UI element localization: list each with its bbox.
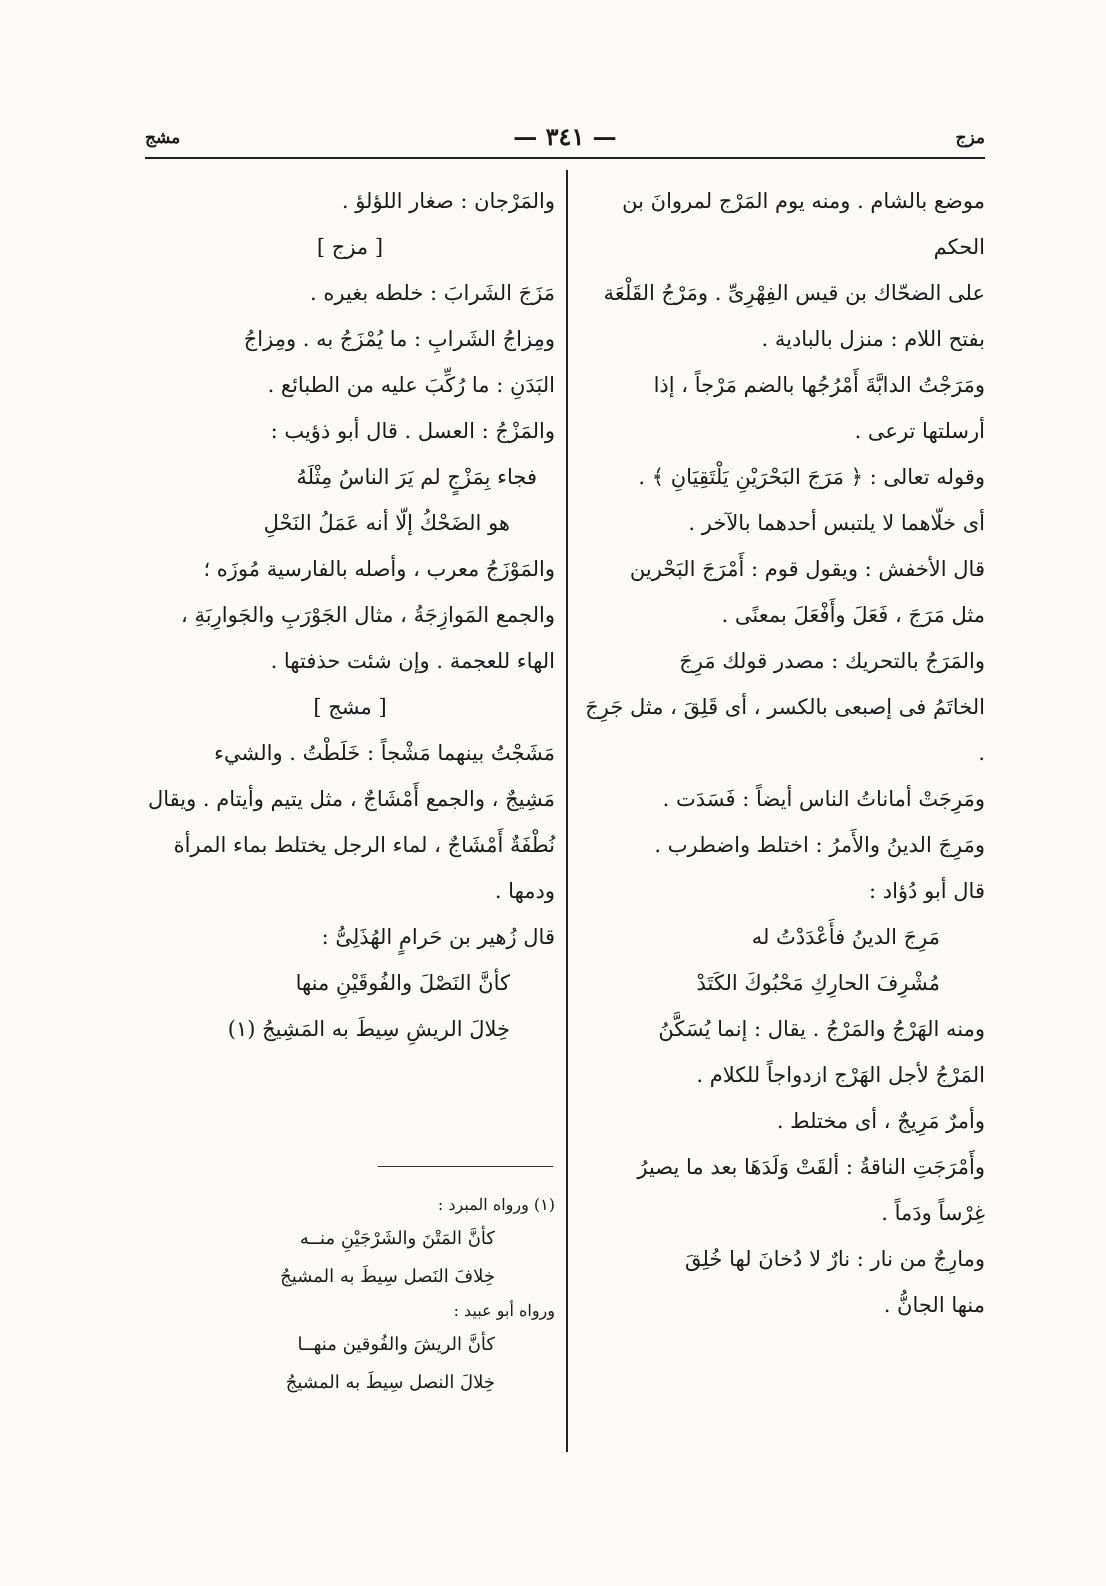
entry-heading: [ مزج ] xyxy=(316,235,384,259)
column-divider xyxy=(566,170,568,1452)
text-line: نُطْفَةٌ أَمْشَاجٌ ، لماء الرجل يختلط بماء المرأة ودمها . xyxy=(173,833,555,903)
entry-heading: [ مشج ] xyxy=(313,695,387,719)
text-line: قال زُهير بن حَرامٍ الهُذَلِىُّ : xyxy=(321,925,555,949)
text-line: مَشَجْتُ بينهما مَشْجاً : خَلَطْتُ . والشيء xyxy=(214,741,555,765)
header-left-word: مشج xyxy=(145,128,181,148)
text-line: وقوله تعالى : ﴿ مَرَجَ البَحْرَيْنِ يَلْتَقِيَانِ ﴾ . xyxy=(638,465,985,489)
page-header xyxy=(145,118,985,158)
text-line: والمَرَجُ بالتحريك : مصدر قولك مَرِجَ xyxy=(679,649,985,673)
text-line: ومَرَجْتُ الدابَّةَ أَمْرُجُها بالضم مَرْجاً ، إذا xyxy=(653,373,985,397)
text-line: والمَرْجان : صغار اللؤلؤ . xyxy=(341,189,555,213)
footnotes xyxy=(145,1190,555,1402)
footnote-verse: كأنَّ الريشَ والفُوقين منهــا xyxy=(297,1334,495,1355)
footnote-label: (١) ورواه المبرد : xyxy=(437,1195,555,1214)
text-line: أى خلّاهما لا يلتبس أحدهما بالآخر . xyxy=(688,511,985,535)
text-line: على الضحّاك بن قيس الفِهْرِىِّ . ومَرْجُ القَلْعَة xyxy=(603,281,985,305)
verse-line: مُشْرِفَ الحارِكِ مَحْبُوكَ الكَتَدْ xyxy=(696,971,940,995)
text-line: ومارِجٌ من نار : نارٌ لا دُخانَ لها خُلِقَ xyxy=(684,1247,985,1271)
text-line: مَزَجَ الشَرابَ : خلطه بغيره . xyxy=(310,281,555,305)
text-line: البَدَنِ : ما رُكِّبَ عليه من الطبائع . xyxy=(267,373,555,397)
text-line: والجمع المَوازِجَةُ ، مثال الجَوْرَبِ والجَوارِبَةِ ، xyxy=(181,603,555,627)
verse-line: فجاء بِمَزْجٍ لم يَرَ الناسُ مِثْلَهُ xyxy=(296,465,537,489)
text-line: أرسلتها ترعى . xyxy=(854,419,985,443)
verse-line: مَرِجَ الدينُ فأَعْدَدْتُ له xyxy=(751,925,940,949)
footnote-rule xyxy=(378,1166,553,1167)
right-column xyxy=(578,178,985,1328)
verse-line: هو الضَحْكُ إلّا أنه عَمَلُ النَحْلِ xyxy=(263,511,510,535)
text-line: بفتح اللام : منزل بالبادية . xyxy=(761,327,985,351)
page-number: — ٣٤١ — xyxy=(513,122,617,151)
footnote-verse: خِلافَ النَصل سِيطَ به المشيجُ xyxy=(280,1266,495,1287)
text-line: ومَرِجَتْ أماناتُ الناس أيضاً : فَسَدَت . xyxy=(662,787,985,811)
header-rule xyxy=(145,157,985,159)
verse-line: خِلالَ الريشِ سِيطَ به المَشِيجُ (١) xyxy=(227,1017,510,1041)
text-line: وأَمْرَجَتِ الناقةُ : ألقَتْ وَلَدَهَا بعد ما يصيرُ xyxy=(637,1155,985,1179)
header-right-word: مزج xyxy=(955,128,985,148)
text-line: قال أبو دُؤاد : xyxy=(868,879,985,903)
text-line: قال الأخفش : ويقول قوم : أَمْرَجَ البَحْرين xyxy=(629,557,985,581)
footnote-verse: كأنَّ المَتْنَ والشَرْجَيْنِ منــه xyxy=(299,1228,495,1249)
text-line: الخاتَمُ فى إصبعى بالكسر ، أى قَلِقَ ، مثل جَرِجَ . xyxy=(585,695,985,765)
text-line: المَرْجُ لأجل الهَرْج ازدواجاً للكلام . xyxy=(696,1063,985,1087)
text-line: مَشِيجٌ ، والجمع أَمْشَاجٌ ، مثل يتيم وأيتام . ويقال xyxy=(147,787,555,811)
text-line: ومنه الهَرْجُ والمَرْجُ . يقال : إنما يُسَكَّنُ xyxy=(658,1017,985,1041)
text-line: الهاء للعجمة . وإن شئت حذفتها . xyxy=(270,649,555,673)
footnote-verse: خِلالَ النصل سِيطَ به المشيجُ xyxy=(285,1372,495,1393)
text-line: ومِزاجُ الشَرابِ : ما يُمْزَجُ به . ومِزاجُ xyxy=(243,327,555,351)
left-column xyxy=(145,178,555,1052)
text-line: والمَوْزَجُ معرب ، وأصله بالفارسية مُوزَه ؛ xyxy=(203,557,555,581)
text-line: ومَرِجَ الدينُ والأَمرُ : اختلط واضطرب . xyxy=(654,833,985,857)
text-line: وأمرٌ مَرِيجٌ ، أى مختلط . xyxy=(776,1109,985,1133)
text-line: مثل مَرَجَ ، فَعَلَ وأَفْعَلَ بمعنًى . xyxy=(721,603,985,627)
text-line: والمَزْجُ : العسل . قال أبو ذؤيب : xyxy=(270,419,555,443)
footnote-label: ورواه أبو عبيد : xyxy=(453,1301,555,1320)
text-line: منها الجانُّ . xyxy=(883,1293,985,1317)
text-line: غِرْساً ودَماً . xyxy=(881,1201,985,1225)
verse-line: كأنَّ النَصْلَ والفُوقَيْنِ منها xyxy=(295,971,510,995)
text-line: موضع بالشام . ومنه يوم المَرْج لمروانَ بن الحكم xyxy=(622,189,985,259)
